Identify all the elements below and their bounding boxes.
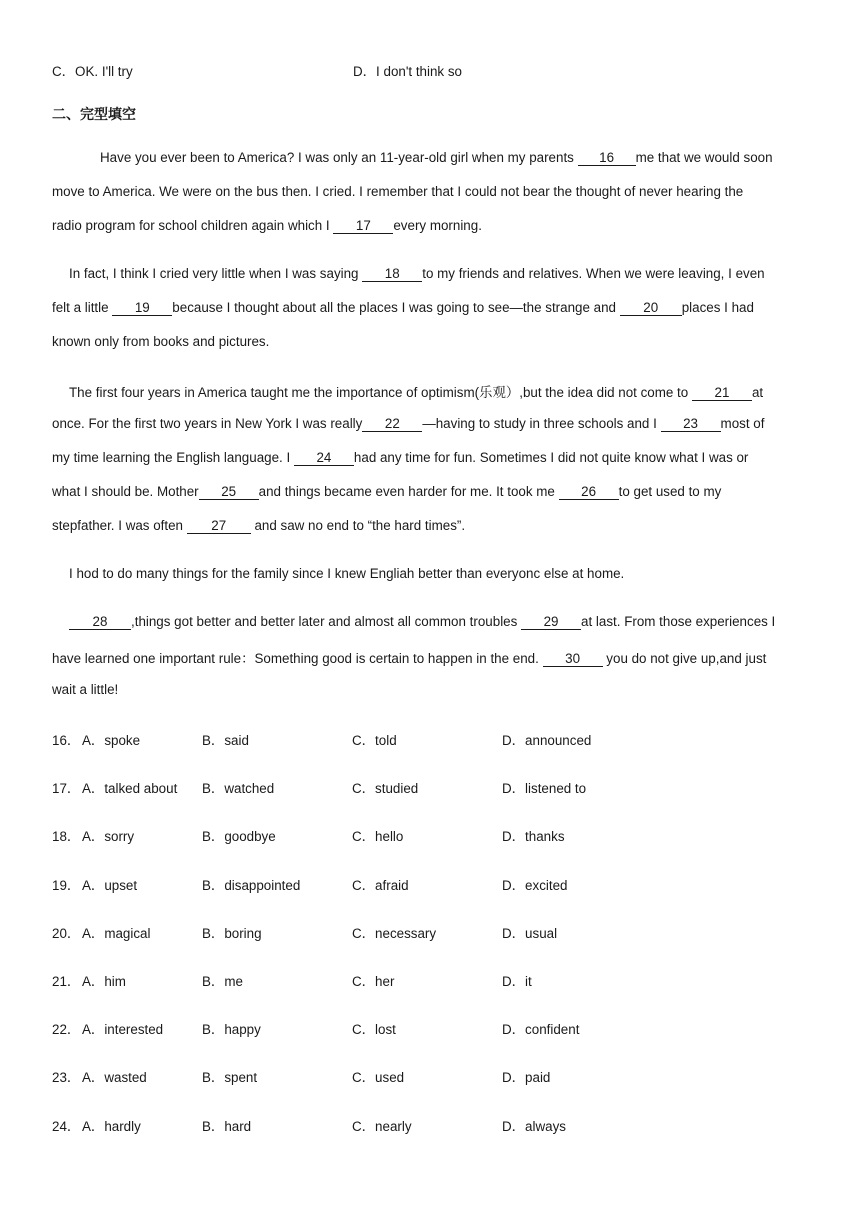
passage-line: felt a little 19 because I thought about all the places I was going to see—the strange and 20 places I had [52, 300, 754, 315]
blank-18: 18 [362, 266, 422, 282]
option-c[interactable]: C．nearly [352, 1118, 412, 1134]
option-a[interactable]: A．upset [82, 877, 138, 893]
option-a[interactable]: A．talked about [82, 781, 178, 797]
option-c[interactable]: C．her [352, 974, 395, 989]
option-a[interactable]: A．sorry [82, 829, 135, 845]
option-d[interactable]: D．excited [502, 877, 568, 893]
blank-30: 30 [543, 651, 603, 667]
passage-line: once. For the first two years in New York I was really 22 —having to study in three schools and I 23 most of [52, 416, 765, 431]
blank-26: 26 [559, 484, 619, 500]
question-number: 22． [52, 1022, 81, 1038]
option-b[interactable]: B．spent [202, 1070, 258, 1086]
option-b[interactable]: B．said [202, 733, 249, 748]
blank-23: 23 [661, 416, 721, 432]
section-heading: 二、完型填空 [52, 106, 136, 122]
option-c[interactable]: C．necessary [352, 925, 437, 941]
option-a[interactable]: A．interested [82, 1022, 164, 1038]
passage-line: wait a little! [52, 682, 119, 697]
option-c[interactable]: C．told [352, 733, 397, 748]
option-d[interactable]: D．paid [502, 1070, 551, 1086]
blank-19: 19 [112, 300, 172, 316]
passage-line: known only from books and pictures. [52, 334, 270, 349]
question-number: 19． [52, 877, 81, 893]
blank-24: 24 [294, 450, 354, 466]
option-b[interactable]: B．boring [202, 925, 262, 941]
option-b[interactable]: B．me [202, 974, 243, 989]
option-c[interactable]: C．studied [352, 781, 419, 797]
option-b[interactable]: B．hard [202, 1118, 252, 1134]
question-number: 24． [52, 1118, 81, 1134]
option-b[interactable]: B．happy [202, 1022, 261, 1038]
option-d[interactable]: D．confident [502, 1022, 580, 1038]
passage-line: my time learning the English language. I 24 had any time for fun. Sometimes I did not quite know what I was or [52, 450, 749, 465]
option-c-prev: C．OK. I'll try [52, 64, 133, 79]
passage-line: The first four years in America taught me the importance of optimism(乐观）,but the idea did not come to 21 at [69, 385, 764, 400]
option-a[interactable]: A．wasted [82, 1070, 147, 1086]
passage-line: In fact, I think I cried very little when I was saying 18 to my friends and relatives. When we were leaving, I even [69, 266, 765, 281]
blank-22: 22 [362, 416, 422, 432]
question-number: 21． [52, 974, 81, 989]
option-c[interactable]: C．lost [352, 1022, 396, 1038]
option-b[interactable]: B．goodbye [202, 829, 276, 845]
option-a[interactable]: A．spoke [82, 733, 141, 748]
blank-17: 17 [333, 218, 393, 234]
option-b[interactable]: B．watched [202, 781, 275, 797]
blank-20: 20 [620, 300, 682, 316]
option-d[interactable]: D．it [502, 974, 532, 989]
option-c[interactable]: C．afraid [352, 877, 409, 893]
option-d[interactable]: D．announced [502, 733, 592, 748]
option-d[interactable]: D．listened to [502, 781, 587, 797]
question-number: 20． [52, 925, 81, 941]
passage-line: move to America. We were on the bus then. I cried. I remember that I could not bear the thought of never hearing the [52, 184, 744, 199]
passage-line: I hod to do many things for the family since I knew Engliah better than everyonc else at home. [69, 566, 625, 581]
blank-27: 27 [187, 518, 251, 534]
blank-21: 21 [692, 385, 752, 401]
blank-16: 16 [578, 150, 636, 166]
option-a[interactable]: A．hardly [82, 1118, 141, 1134]
option-a[interactable]: A．him [82, 974, 126, 989]
passage-line: have learned one important rule：Something good is certain to happen in the end. 30 you do not give up,and just [52, 651, 767, 666]
option-d[interactable]: D．thanks [502, 829, 565, 845]
option-d[interactable]: D．always [502, 1118, 566, 1134]
question-number: 18． [52, 829, 81, 845]
blank-28: 28 [69, 614, 131, 630]
option-d-prev: D．I don't think so [353, 64, 462, 79]
blank-29: 29 [521, 614, 581, 630]
passage-line: what I should be. Mother 25 and things became even harder for me. It took me 26 to get used to my [52, 484, 722, 499]
question-number: 17． [52, 781, 81, 797]
option-b[interactable]: B．disappointed [202, 877, 301, 893]
passage-line: Have you ever been to America? I was only an 11-year-old girl when my parents 16 me that we would soon [100, 150, 773, 165]
question-number: 23． [52, 1070, 81, 1086]
option-d[interactable]: D．usual [502, 925, 558, 941]
option-a[interactable]: A．magical [82, 925, 151, 941]
option-c[interactable]: C．used [352, 1070, 405, 1086]
passage-line: 28 ,things got better and better later and almost all common troubles 29 at last. From those experiences I [69, 614, 775, 630]
question-number: 16． [52, 733, 81, 748]
option-c[interactable]: C．hello [352, 829, 404, 845]
passage-line: stepfather. I was often 27 and saw no end to “the hard times”. [52, 518, 466, 533]
passage-line: radio program for school children again which I 17 every morning. [52, 218, 482, 233]
blank-25: 25 [199, 484, 259, 500]
